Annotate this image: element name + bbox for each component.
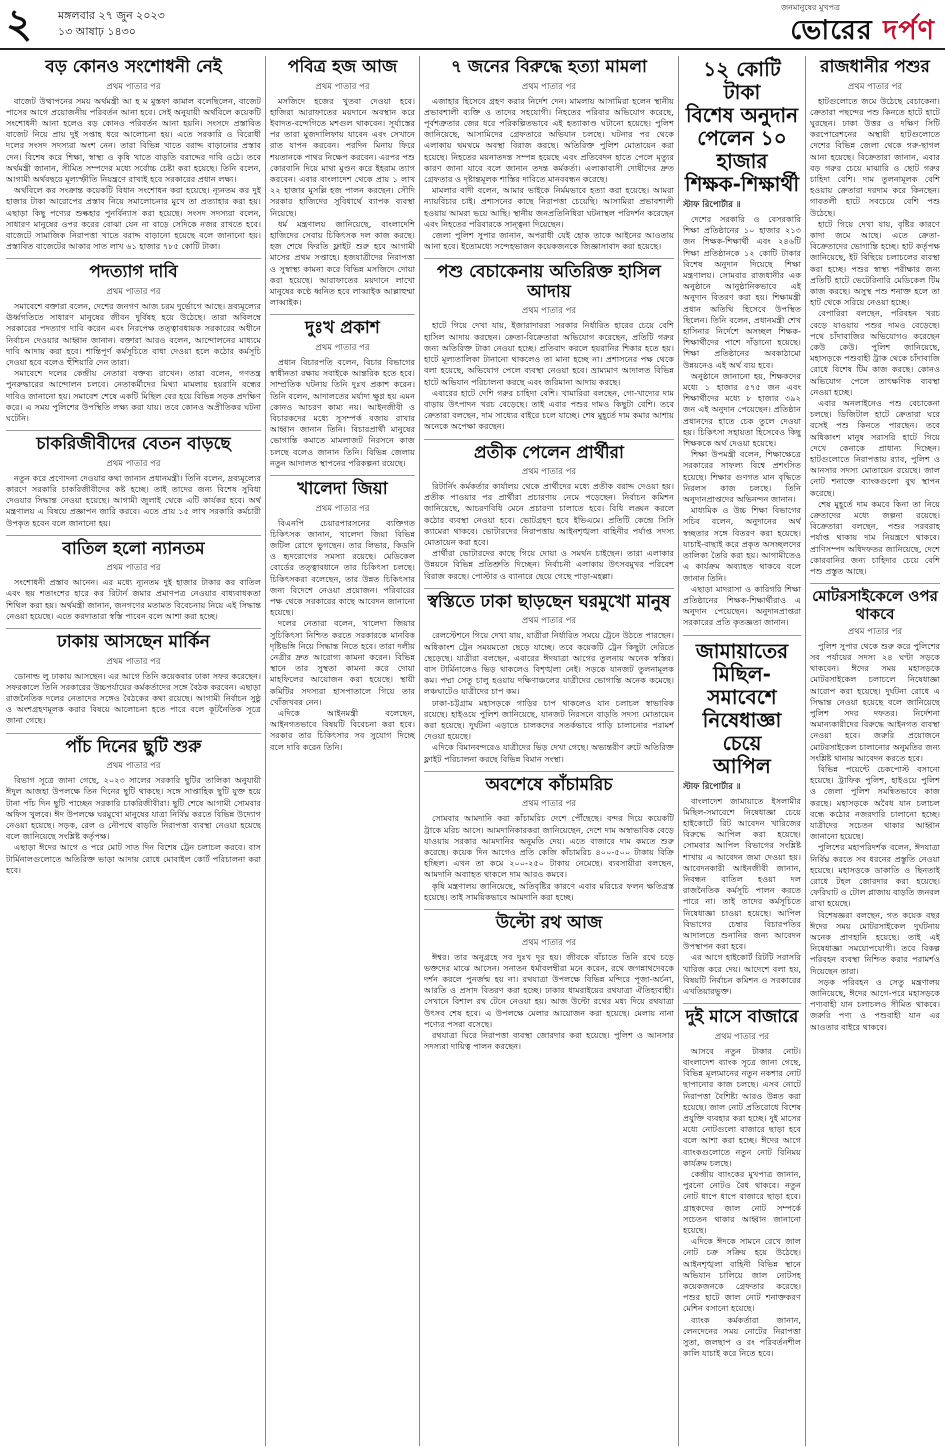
article-headline: খালেদা জিয়া [297,478,388,499]
article-no-major-amendment [6,58,261,252]
article-headline: ৭ জনের বিরুদ্ধে হত্যা মামলা [451,57,647,77]
issue-date [58,8,165,40]
article-headline: পাঁচ দিনের ছুটি শুরু [65,736,202,757]
article-body [683,214,801,629]
article-regret [270,319,415,469]
column-divider [805,56,806,1446]
paragraph: কেন্দ্রীয় ব্যাংকের মুখপাত্র জানান, পুরনো নোটও বৈধ থাকবে। নতুন নোট ধাপে ধাপে বাজারে ছাড়া হবে। গ্রাহকদের জাল নোট সম্পর্কে সচেতন থাকার আহ্বান জানানো হয়েছে। [683,1168,801,1235]
article-body [683,796,801,998]
paragraph: ঢাকা-চট্টগ্রাম মহাসড়কে গাড়ির চাপ থাকলেও যান চলাচল স্বাভাবিক রয়েছে। হাইওয়ে পুলিশ জানিয়েছে, যানজট নিরসনে বাড়তি সদস্য মোতায়েন করা হয়েছে। দুর্ঘটনা এড়াতে চালকদের সতর্কভাবে গাড়ি চালানোর পরামর্শ দেওয়া হয়েছে। [424,697,674,742]
article-body [270,518,415,753]
logo-part-1: ভোরের [790,15,884,46]
article-continuation: প্রথম পাতার পর [847,81,903,92]
article-five-day-holiday [6,738,261,876]
headline-line: মিছিল-সমাবেশে [707,661,777,709]
article-continuation: প্রথম পাতার পর [106,458,161,469]
divider [424,771,674,772]
paragraph: রথযাত্রা ঘিরে নিরাপত্তা ব্যবস্থা জোরদার করা হয়েছে। পুলিশ ও আনসার সদস্যরা দায়িত্ব পালন করছেন। [424,1030,674,1052]
article-headline: স্বস্তিতে ঢাকা ছাড়ছেন ঘরমুখো মানুষ [427,591,671,612]
paragraph: হাটগুলোতে জমে উঠেছে বেচাকেনা। ক্রেতারা পছন্দের পশু কিনতে হাটে হাটে ঘুরছেন। ঢাকা উত্তর ও দক্ষিণ সিটি করপোরেশনের অস্থায়ী হাটগুলোতে দেশের বিভিন্ন জেলা থেকে গরু-ছাগল আনা হয়েছে। বিক্রেতারা জানান, এবার বড় গরুর চেয়ে মাঝারি ও ছোট গরুর চাহিদা বেশি। দাম তুলনামূলক বেশি হওয়ায় ক্রেতারা দরদাম করে কিনছেন। গাবতলী হাটে সবচেয়ে বেশি পশু উঠেছে। [810,95,940,218]
paragraph: পুলিশের মহাপরিদর্শক বলেন, ঈদযাত্রা নির্বিঘ্ন করতে সব ধরনের প্রস্তুতি নেওয়া হয়েছে। মহাসড়কে ডাকাতি ও ছিনতাই রোধে টহল জোরদার করা হয়েছে। ফেরিঘাট ও টোল প্লাজায় বাড়তি জনবল রাখা হয়েছে। [810,842,940,909]
divider [6,535,261,536]
divider [810,583,940,584]
headline-line: পেলেন ১০ হাজার [697,126,787,173]
column-divider [265,56,266,1446]
newspaper-logo [781,15,935,47]
masthead [781,2,935,47]
divider [6,430,261,431]
date-bangla: ১৩ আষাঢ় ১৪৩০ [58,25,136,38]
paragraph: বিভাগ সূত্রে জানা গেছে, ২০২৩ সালের সরকারি ছুটির তালিকা অনুযায়ী ঈদুল আজহা উপলক্ষে তিন দিনের ছুটি থাকছে। সঙ্গে সাপ্তাহিক ছুটি যুক্ত হয়ে টানা পাঁচ দিন ছুটি পাচ্ছেন সরকারি চাকরিজীবীরা। ছুটি শেষে আগামী সোমবার অফিস খুলবে। ঈদ উপলক্ষে ঘরমুখো মানুষের যাত্রা নির্বিঘ্ন করতে বিভিন্ন উদ্যোগ নেওয়া হয়েছে। সড়ক, রেল ও নৌপথে বাড়তি নিরাপত্তা ব্যবস্থা নেওয়া হয়েছে বলে জানিয়েছে সংশ্লিষ্ট কর্তৃপক্ষ। [6,775,261,842]
paragraph: মাধ্যমিক ও উচ্চ শিক্ষা বিভাগের সচিব বলেন, অনুদানের অর্থ স্বচ্ছতার সঙ্গে বিতরণ করা হয়েছে। যাচাই-বাছাই করে প্রকৃত অসচ্ছলদের তালিকা তৈরি করা হয়। আগামীতেও এ কার্যক্রম অব্যাহত থাকবে বলে জানান তিনি। [683,505,801,583]
paragraph: এর আগে হাইকোর্ট রিটটি সরাসরি খারিজ করে দেয়। আদেশে বলা হয়, বিষয়টি নির্বাচন কমিশন ও সরকারের এখতিয়ারভুক্ত। [683,952,801,996]
divider [683,1003,801,1004]
column-divider [419,56,420,1446]
paragraph: অনুষ্ঠানে জানানো হয়, শিক্ষকদের মধ্যে ১ হাজার ৫৭৫ জন এবং শিক্ষার্থীদের মধ্যে ৮ হাজার ৩৯২ জন এই অনুদান পেয়েছেন। প্রতিষ্ঠান প্রধানদের হাতে চেক তুলে দেওয়া হয়। চিকিৎসা সহায়তা হিসেবেও কিছু শিক্ষককে অর্থ দেওয়া হয়েছে। [683,370,801,449]
article-candidates-symbol [424,444,674,582]
paragraph: অর্থবিলে কর সংক্রান্ত কয়েকটি বিধান সংশোধন করা হয়েছে। ন্যূনতম কর দুই হাজার টাকা আরোপের প্রস্তাব নিয়ে সমালোচনার মুখে তা প্রত্যাহার করা হয়। এছাড়া কিছু পণ্যের শুল্কহার পুনর্বিন্যাস করা হয়েছে। সংসদ সদস্যরা বলেন, সাধারণ মানুষের ওপর করের বোঝা যেন না বাড়ে সেদিকে নজর রাখতে হবে। বাজেটে সামাজিক নিরাপত্তা খাতে বরাদ্দ বাড়ানো হয়েছে বলে জানানো হয়। প্রস্তাবিত বাজেটের আকার সাত লাখ ৬১ হাজার ৭৮৫ কোটি টাকা। [6,185,261,252]
article-headline: দুঃখ প্রকাশ [305,318,380,339]
paragraph: এদিকে ঈদকে সামনে রেখে জাল নোট চক্র সক্রিয় হয়ে উঠেছে। আইনশৃঙ্খলা বাহিনী বিভিন্ন স্থানে অভিযান চালিয়ে জাল নোটসহ কয়েকজনকে গ্রেফতার করেছে। পশুর হাটে জাল নোট শনাক্তকরণ মেশিন বসানো হয়েছে। [683,1236,801,1314]
article-khaleda-zia [270,480,415,753]
article-headline: পশু বেচাকেনায় অতিরিক্ত হাসিল আদায় [437,262,661,302]
article-body [6,473,261,529]
paragraph: বিশেষজ্ঞরা বলছেন, গত কয়েক বছর ঈদের সময় মোটরসাইকেল দুর্ঘটনায় অনেক প্রাণহানি হয়েছে। তাই এই নিষেধাজ্ঞা সময়োপযোগী। তবে বিকল্প পরিবহন ব্যবস্থা নিশ্চিত করার পরামর্শও দিয়েছেন তারা। [810,909,940,976]
article-body [424,630,674,764]
article-continuation: প্রথম পাতার পর [521,81,577,92]
page-number: ২ [6,0,33,47]
article-byline: স্টাফ রিপোর্টার ॥ [683,781,741,792]
article-continuation: প্রথম পাতার পর [106,81,161,92]
article-two-months-market [683,1008,801,1359]
article-leaving-dhaka [424,593,674,765]
paragraph: জেলা পুলিশ সুপার জানান, অপরাধী যেই হোক তাকে আইনের আওতায় আনা হবে। ইতোমধ্যে সন্দেহভাজন কয়েকজনকে জিজ্ঞাসাবাদ করা হয়েছে। [424,229,674,252]
article-us-visit [6,633,261,727]
paragraph: সমাবেশে দলের কেন্দ্রীয় নেতারা বক্তব্য রাখেন। তারা বলেন, গণতন্ত্র পুনরুদ্ধারের আন্দোলন চলবে। নেতাকর্মীদের মিথ্যা মামলায় হয়রানি বন্ধের দাবিও জানানো হয়। সমাবেশ শেষে একটি মিছিল বের হয়ে বিভিন্ন সড়ক প্রদক্ষিণ করে। এ সময় পুলিশের উপস্থিতি লক্ষ্য করা যায়। তবে কোনও অপ্রীতিকর ঘটনা ঘটেনি। [6,368,261,423]
article-continuation: প্রথম পাতার পর [106,286,161,297]
divider [270,314,415,315]
article-body [6,671,261,727]
article-body [270,96,415,309]
article-body [6,775,261,876]
article-body [810,96,940,578]
divider [424,909,674,910]
divider [6,258,261,259]
article-salary-increase [6,435,261,529]
article-headline [683,640,801,778]
paragraph: বিএনপি চেয়ারপারসনের ব্যক্তিগত চিকিৎসক জানান, খালেদা জিয়া বিভিন্ন জটিল রোগে ভুগছেন। তার লিভার, কিডনি ও হৃদরোগের সমস্যা রয়েছে। মেডিকেল বোর্ডের তত্ত্বাবধানে তার চিকিৎসা চলছে। চিকিৎসকরা বলেছেন, তার উন্নত চিকিৎসার জন্য বিদেশে নেওয়া প্রয়োজন। পরিবারের পক্ষ থেকে সরকারের কাছে আবেদন জানানো হয়েছে। [270,517,415,618]
article-green-chili [424,776,674,903]
paragraph: বাজেট উত্থাপনের সময় অর্থমন্ত্রী আ হ ম মুস্তফা কামাল বলেছিলেন, বাজেট পাসের আগে প্রয়োজনীয় পরিবর্তন আনা হবে। সেই অনুযায়ী অর্থবিলে কয়েকটি সংশোধনী আনা হলেও বড় কোনও পরিবর্তন আনা হয়নি। সংসদে প্রস্তাবিত বাজেট নিয়ে প্রায় দুই সপ্তাহ ধরে আলোচনা হয়। এতে সরকারি ও বিরোধী দলের সংসদ সদস্যরা অংশ নেন। তারা বিভিন্ন খাতে বরাদ্দ বাড়ানোর প্রস্তাব দেন। বিশেষ করে শিক্ষা, স্বাস্থ্য ও কৃষি খাতে বাড়তি বরাদ্দের দাবি ওঠে। তবে অর্থমন্ত্রী জানান, সীমিত সম্পদের মধ্যে সর্বোচ্চ চেষ্টা করা হয়েছে। তিনি বলেন, আগামী অর্থবছরে মূল্যস্ফীতি নিয়ন্ত্রণে রাখাই হবে সরকারের প্রধান লক্ষ্য। [6,95,261,184]
headline-line: জামায়াতের [695,638,789,663]
article-headline: পবিত্র হজ আজ [287,57,398,77]
divider [270,475,415,476]
article-motorcycle-ban [810,588,940,1033]
article-continuation: প্রথম পাতার পর [106,563,161,574]
paragraph: সোমবার আমদানি করা কাঁচামরিচ দেশে পৌঁছেছে। বন্দর দিয়ে কয়েকটি ট্রাকে মরিচ আসে। আমদানিকারকরা জানিয়েছেন, দেশে দাম অস্বাভাবিক বেড়ে যাওয়ায় সরকার আমদানির অনুমতি দেয়। এতে বাজারে দাম কমতে শুরু করেছে। কয়েক দিন আগেও প্রতি কেজি কাঁচামরিচ ৪০০-৫০০ টাকায় বিক্রি হচ্ছিল। এখন তা কমে ২০০-২৫০ টাকায় নেমেছে। ব্যবসায়ীরা বলছেন, আমদানি অব্যাহত থাকলে দাম আরও কমবে। [424,813,674,880]
paragraph: মামলার বাদী বলেন, আমার ভাইকে নির্মমভাবে হত্যা করা হয়েছে। আমরা ন্যায়বিচার চাই। প্রশাসনের কাছে নিরাপত্তা চেয়েছি। আসামিরা প্রভাবশালী হওয়ায় আমরা ভয়ে আছি। স্থানীয় জনপ্রতিনিধিরা ঘটনাস্থল পরিদর্শন করেছেন এবং নিহতের পরিবারকে সান্ত্বনা দিয়েছেন। [424,185,674,229]
divider [424,439,674,440]
paragraph: ঈশ্বর। তার অনুগ্রহে সব দুঃখ দূর হয়। জীবকে বাঁচাতে তিনি রথে চড়ে ভক্তদের মাঝে আসেন। সনাতন ধর্মাবলম্বীরা মনে করেন, রথে জগন্নাথদেবকে দর্শন করলে পুনর্জন্ম হয় না। রথযাত্রা উপলক্ষে বিভিন্ন মন্দিরে পূজা-অর্চনা, আরতি ও প্রসাদ বিতরণ করা হচ্ছে। ঢাকার ধামরাইয়ের রথযাত্রা ঐতিহ্যবাহী। সেখানে বিশাল রথ টেনে নেওয়া হয়। আজ উল্টো রথের মধ্য দিয়ে রথযাত্রা উৎসব শেষ হবে। এ উপলক্ষে মেলার আয়োজন করা হয়েছে। মেলায় নানা পণ্যের পসরা বসেছে। [424,951,674,1029]
article-byline: স্টাফ রিপোর্টার ॥ [683,200,741,210]
article-body [810,641,940,1033]
article-headline: পদত্যাগ দাবি [89,262,178,283]
article-special-grant [683,58,801,629]
logo-part-2: দর্পণ [883,15,935,46]
article-body [6,301,261,424]
article-headline: ঢাকায় আসছেন মার্কিন [57,632,210,653]
column-divider [678,56,679,1446]
paragraph: মসজিদে হজের খুতবা দেওয়া হবে। হাজিরা আরাফাতের ময়দানে অবস্থান করে ইবাদত-বন্দেগিতে মশগুল থাকবেন। সূর্যাস্তের পর তারা মুজদালিফায় যাবেন এবং সেখানে রাত যাপন করবেন। পরদিন মিনায় ফিরে শয়তানকে পাথর নিক্ষেপ করবেন। এরপর পশু কোরবানি দিয়ে মাথা মুণ্ডন করে ইহরাম ত্যাগ করবেন। এবার বাংলাদেশ থেকে প্রায় ১ লাখ ২২ হাজার মুসল্লি হজ পালন করছেন। সৌদি সরকার হাজিদের সুবিধার্থে ব্যাপক ব্যবস্থা নিয়েছে। [270,95,415,218]
paragraph: ডোনাল্ড লু ঢাকায় আসছেন। এর আগে তিনি কয়েকবার ঢাকা সফর করেছেন। সফরকালে তিনি সরকারের উচ্চপর্যায়ের কর্মকর্তাদের সঙ্গে বৈঠক করবেন। এছাড়া রাজনৈতিক দলের নেতাদের সঙ্গেও বৈঠকের কথা রয়েছে। আগামী নির্বাচন সুষ্ঠু ও অংশগ্রহণমূলক করার বিষয়ে আলোচনা হতে পারে বলে কূটনৈতিক সূত্রে জানা গেছে। [6,670,261,726]
header-rule [0,48,945,50]
divider [6,628,261,629]
article-hajj-today [270,58,415,308]
paragraph: এদিকে বিমানবন্দরেও যাত্রীদের ভিড় দেখা গেছে। অভ্যন্তরীণ রুটে অতিরিক্ত ফ্লাইট পরিচালনা করছে বিভিন্ন বিমান সংস্থা। [424,742,674,764]
headline-line: শিক্ষক-শিক্ষার্থী [684,172,800,196]
paragraph: প্রার্থীরা ভোটারদের কাছে গিয়ে দোয়া ও সমর্থন চাইছেন। তারা এলাকার উন্নয়নে বিভিন্ন প্রতিশ্রুতি দিচ্ছেন। নির্বাচনী এলাকায় উৎসবমুখর পরিবেশ বিরাজ করছে। পোস্টার ও ব্যানারে ছেয়ে গেছে পাড়া-মহল্লা। [424,548,674,581]
paragraph: শেষ মুহূর্তে দাম কমবে কিনা তা নিয়ে ক্রেতাদের মধ্যে জল্পনা রয়েছে। বিক্রেতারা বলছেন, পশুর সরবরাহ পর্যাপ্ত থাকায় দাম নিয়ন্ত্রণে থাকবে। প্রাণিসম্পদ অধিদফতর জানিয়েছে, দেশে কোরবানির জন্য চাহিদার চেয়ে বেশি পশু প্রস্তুত আছে। [810,498,940,577]
paragraph: প্রধান বিচারপতি বলেন, বিচার বিভাগের স্বাধীনতা রক্ষায় সবাইকে আন্তরিক হতে হবে। সাম্প্রতিক ঘটনায় তিনি দুঃখ প্রকাশ করেন। তিনি বলেন, আদালতের মর্যাদা ক্ষুণ্ণ হয় এমন কোনও আচরণ কাম্য নয়। আইনজীবী ও বিচারকদের মধ্যে সুসম্পর্ক বজায় রাখার আহ্বান জানান তিনি। বিচারপ্রার্থী মানুষের ভোগান্তি কমাতে মামলাজট নিরসনে কাজ চলছে বলেও জানান তিনি। বিভিন্ন জেলায় নতুন আদালত স্থাপনের পরিকল্পনা রয়েছে। [270,356,415,468]
article-resignation-demand [6,263,261,424]
divider [424,588,674,589]
article-body [6,96,261,253]
paragraph: হাটে গিয়ে দেখা যায়, ইজারাদাররা সরকার নির্ধারিত হারের চেয়ে বেশি হাসিল আদায় করছেন। ক্রেতা-বিক্রেতারা অভিযোগ করেছেন, প্রতিটি গরুর জন্য অতিরিক্ত টাকা নেওয়া হচ্ছে। প্রতিবাদ করলে হয়রানির শিকার হতে হয়। হাটে মূল্যতালিকা টানানো থাকলেও তা মানা হচ্ছে না। প্রশাসনের পক্ষ থেকে বলা হয়েছে, অভিযোগ পেলে ব্যবস্থা নেওয়া হবে। ভ্রাম্যমাণ আদালত বিভিন্ন হাটে অভিযান পরিচালনা করছে এবং জরিমানা আদায় করছে। [424,320,674,387]
article-headline: বাতিল হলো ন্যানতম [62,538,205,559]
divider [424,258,674,259]
article-continuation: প্রথম পাতার পর [315,81,370,92]
divider [6,733,261,734]
article-continuation: প্রথম পাতার পর [847,626,903,637]
article-continuation: প্রথম পাতার পর [106,656,161,667]
paragraph: এবার অনলাইনেও পশু বেচাকেনা চলছে। ডিজিটাল হাটে ক্রেতারা ঘরে বসেই পশু কিনতে পারছেন। তবে অধিকাংশ মানুষ সরাসরি হাটে গিয়ে দেখে কেনাকে প্রাধান্য দিচ্ছেন। হাটগুলোতে নিরাপত্তায় র‌্যাব, পুলিশ ও আনসার সদস্য মোতায়েন রয়েছে। জাল নোট শনাক্তে ব্যাংকগুলো বুথ স্থাপন করেছে। [810,398,940,498]
article-continuation: প্রথম পাতার পর [521,937,577,948]
article-body [6,577,261,622]
paragraph: বাংলাদেশ জামায়াতে ইসলামীর মিছিল-সমাবেশে নিষেধাজ্ঞা চেয়ে হাইকোর্টে রিট আবেদন খারিজের বিরুদ্ধে আপিল করা হয়েছে। সোমবার আপিল বিভাগের সংশ্লিষ্ট শাখায় এ আবেদন জমা দেওয়া হয়। আবেদনকারী আইনজীবী জানান, নিবন্ধন বাতিল হওয়া দল রাজনৈতিক কর্মসূচি পালন করতে পারে না। তাই তাদের কর্মসূচিতে নিষেধাজ্ঞা চাওয়া হয়েছে। আপিল বিভাগের চেম্বার বিচারপতির আদালতে শুনানির জন্য আবেদন উপস্থাপন করা হবে। [683,795,801,952]
divider [683,635,801,636]
article-continuation: প্রথম পাতার পর [315,503,370,514]
article-continuation: প্রথম পাতার পর [315,342,370,353]
paragraph: বেপারিরা বলছেন, পরিবহন খরচ বেড়ে যাওয়ায় পশুর দামও বেড়েছে। পথে চাঁদাবাজির অভিযোগও করেছেন কেউ কেউ। পুলিশ জানিয়েছে, মহাসড়কে পশুবাহী ট্রাক থেকে চাঁদাবাজি রোধে বিশেষ টিম কাজ করছে। কোনও অভিযোগ পেলে তাৎক্ষণিক ব্যবস্থা নেওয়া হচ্ছে। [810,308,940,397]
article-continuation: প্রথম পাতার পর [106,761,161,772]
column-2 [270,56,415,1446]
paragraph: আসবে নতুন টাকার নোট। বাংলাদেশ ব্যাংক সূত্রে জানা গেছে, বিভিন্ন মূল্যমানের নতুন নকশার নোট ছাপানোর কাজ চলছে। এসব নোটে নিরাপত্তা বৈশিষ্ট্য আরও উন্নত করা হয়েছে। জাল নোট প্রতিরোধে বিশেষ প্রযুক্তি ব্যবহার করা হচ্ছে। দুই মাসের মধ্যে নোটগুলো বাজারে ছাড়া হবে বলে আশা করা হচ্ছে। ঈদের আগে ব্যাংকগুলোতে নতুন নোট বিনিময় কার্যক্রম চলছে। [683,1045,801,1168]
article-body [683,1046,801,1360]
column-3 [424,56,674,1446]
article-capital-cattle-market [810,58,940,577]
paragraph: কৃষি মন্ত্রণালয় জানিয়েছে, অতিবৃষ্টির কারণে এবার মরিচের ফলন ক্ষতিগ্রস্ত হয়েছে। তাই সাময়িকভাবে আমদানি করা হচ্ছে। [424,880,674,902]
article-body [270,357,415,469]
paragraph: পুলিশ সুপার থেকে শুরু করে পুলিশের সব পর্যায়ের সদস্য ২৪ ঘণ্টা সড়কে থাকবেন। ঈদের সময় মহাসড়কে মোটরসাইকেল চলাচলে নিষেধাজ্ঞা আরোপ করা হয়েছে। দুর্ঘটনা রোধে এ সিদ্ধান্ত নেওয়া হয়েছে বলে জানিয়েছে পুলিশ সদর দফতর। নির্দেশনা অমান্যকারীদের বিরুদ্ধে আইনগত ব্যবস্থা নেওয়া হবে। জরুরি প্রয়োজনে মোটরসাইকেল চালানোর অনুমতির জন্য সংশ্লিষ্ট থানায় আবেদন করতে হবে। [810,640,940,763]
masthead-tagline: জনমানুষের মুখপত্র [780,3,840,12]
paragraph: সংশোধনী প্রস্তাব আনেন। এর মধ্যে ন্যূনতম দুই হাজার টাকার কর বাতিল এবং ছয় শতাংশের হারে কর রিটার্ন জমার প্রমাণপত্র নেওয়ার বাধ্যবাধকতা শিথিল করা হয়। অর্থমন্ত্রী জানান, জনগণের মতামত বিবেচনায় নিয়ে এই সিদ্ধান্ত নেওয়া হয়েছে। এতে করদাতারা স্বস্তি পাবেন বলে আশা করা হচ্ছে। [6,577,261,621]
article-headline: প্রতীক পেলেন প্রার্থীরা [474,442,624,463]
paragraph: শিক্ষা উপমন্ত্রী বলেন, শিক্ষাক্ষেত্রে সরকারের সাফল্য বিশ্বে প্রশংসিত হয়েছে। শিক্ষার গুণগত মান বৃদ্ধিতে নিরলস কাজ চলছে। তিনি অনুদানপ্রাপ্তদের অভিনন্দন জানান। [683,449,801,505]
article-body [424,952,674,1053]
paragraph: এদিকে আইনমন্ত্রী বলেছেন, আইনগতভাবে বিষয়টি বিবেচনা করা হবে। সরকার তার চিকিৎসার সব সুযোগ দিচ্ছে বলে দাবি করেন তিনি। [270,707,415,752]
paragraph: সড়ক পরিবহন ও সেতু মন্ত্রণালয় জানিয়েছে, ঈদের আগে-পরে মহাসড়কে পণ্যবাহী যান চলাচলও সীমিত থাকবে। জরুরি পণ্য ও পশুবাহী যান এর আওতার বাইরে থাকবে। [810,976,940,1032]
paragraph: রেলস্টেশনে গিয়ে দেখা যায়, যাত্রীরা নির্ধারিত সময়ে ট্রেনে উঠতে পারছেন। অধিকাংশ ট্রেন সময়মতো ছেড়ে যাচ্ছে। তবে কয়েকটি ট্রেন কিছুটা দেরিতে ছেড়েছে। যাত্রীরা বলছেন, এবারের ঈদযাত্রা আগের তুলনায় অনেক স্বস্তির। বাস টার্মিনালেও ভিড় থাকলেও বিশৃঙ্খলা নেই। সড়কে যানজট তুলনামূলক কম। পদ্মা সেতু চালু হওয়ায় দক্ষিণাঞ্চলের যাত্রীদের ভোগান্তি অনেক কমেছে। লঞ্চঘাটেও যাত্রীদের চাপ কম। [424,630,674,697]
article-continuation: প্রথম পাতার পর [521,799,577,810]
headline-line: আপিল [713,753,771,778]
headline-line: ১২ কোটি টাকা [703,57,781,104]
paragraph: দলের নেতারা বলেন, খালেদা জিয়ার সুচিকিৎসা নিশ্চিত করতে সরকারকে মানবিক দৃষ্টিভঙ্গি নিয়ে সিদ্ধান্ত নিতে হবে। তারা দলীয় নেত্রীর দ্রুত আরোগ্য কামনা করেন। বিভিন্ন স্থানে তার সুস্থতা কামনা করে দোয়া মাহফিলের আয়োজন করা হয়েছে। স্থায়ী কমিটির সদস্যরা হাসপাতালে গিয়ে তার খোঁজখবর নেন। [270,618,415,707]
paragraph: বিভিন্ন পয়েন্টে চেকপোস্ট বসানো হয়েছে। ট্রাফিক পুলিশ, হাইওয়ে পুলিশ ও জেলা পুলিশ সমন্বিতভাবে কাজ করছে। মহাসড়কে অবৈধ যান চলাচল বন্ধে কঠোর নজরদারি চালানো হচ্ছে। যাত্রীদের সচেতন থাকার আহ্বান জানানো হয়েছে। [810,764,940,842]
article-headline: চাকরিজীবীদের বেতন বাড়ছে [36,434,231,455]
paragraph: রিটার্নিং কর্মকর্তার কার্যালয় থেকে প্রার্থীদের মধ্যে প্রতীক বরাদ্দ দেওয়া হয়। প্রতীক পাওয়ার পর প্রার্থীরা প্রচারণায় নেমে পড়েছেন। নির্বাচন কমিশন জানিয়েছে, আচরণবিধি মেনে প্রচারণা চালাতে হবে। বিধি লঙ্ঘন করলে কঠোর ব্যবস্থা নেওয়া হবে। ভোটগ্রহণ হবে ইভিএমে। প্রতিটি কেন্দ্রে সিসি ক্যামেরা থাকবে। ভোটারদের নিরাপত্তায় আইনশৃঙ্খলা বাহিনীর পর্যাপ্ত সদস্য মোতায়েন করা হবে। [424,481,674,548]
article-headline: উল্টো রথ আজ [495,913,603,934]
article-continuation: প্রথম পাতার পর [521,616,577,627]
article-headline: বড় কোনও সংশোধনী নেই [45,57,222,77]
article-body [424,813,674,903]
article-jamaat-appeal [683,640,801,998]
column-1 [6,56,261,1446]
paragraph: সমাবেশে বক্তারা বলেন, দেশের জনগণ আজ চরম দুর্ভোগে আছে। দ্রব্যমূল্যের ঊর্ধ্বগতিতে সাধারণ মানুষের জীবন দুর্বিষহ হয়ে উঠেছে। তারা অবিলম্বে সরকারের পদত্যাগ দাবি করেন এবং নিরপেক্ষ তত্ত্বাবধায়ক সরকারের অধীনে নির্বাচন দেওয়ার আহ্বান জানান। বক্তারা আরও বলেন, আন্দোলনের মাধ্যমে দাবি আদায় করা হবে। শান্তিপূর্ণ কর্মসূচিতে বাধা দেওয়া হলে কঠোর কর্মসূচি দেওয়া হবে বলেও হুঁশিয়ারি দেন তারা। [6,300,261,367]
article-headline: দুই মাসে বাজারে [685,1007,799,1028]
article-murder-case [424,58,674,252]
article-body [424,320,674,432]
column-4 [683,56,801,1446]
paragraph: হাটে গিয়ে দেখা যায়, বৃষ্টির কারণে কাদা জমে আছে। এতে ক্রেতা-বিক্রেতাদের ভোগান্তি হচ্ছে। হাট কর্তৃপক্ষ জানিয়েছে, ইট বিছিয়ে চলাচলের ব্যবস্থা করা হচ্ছে। পশুর স্বাস্থ্য পরীক্ষার জন্য প্রতিটি হাটে ভেটেরিনারি মেডিকেল টিম কাজ করছে। অসুস্থ পশু শনাক্ত হলে তা হাট থেকে সরিয়ে নেওয়া হচ্ছে। [810,218,940,308]
article-continuation: প্রথম পাতার পর [521,306,577,317]
article-headline: অবশেষে কাঁচামরিচ [485,774,613,795]
paragraph: এজাহার হিসেবে গ্রহণ করার নির্দেশ দেন। মামলায় আসামিরা হলেন স্থানীয় প্রভাবশালী ব্যক্তি ও তাদের সহযোগী। নিহতের পরিবার অভিযোগ করেছে, পূর্বশত্রুতার জের ধরে পরিকল্পিতভাবে এই হত্যাকাণ্ড ঘটানো হয়েছে। পুলিশ জানিয়েছে, আসামিদের গ্রেফতারে অভিযান চলছে। ঘটনার পর থেকে এলাকায় থমথমে অবস্থা বিরাজ করছে। অতিরিক্ত পুলিশ মোতায়েন করা হয়েছে। নিহতের ময়নাতদন্ত সম্পন্ন হয়েছে এবং প্রতিবেদন হাতে পেলে মৃত্যুর কারণ জানা যাবে বলে জানান তদন্ত কর্মকর্তা। এলাকাবাসী দোষীদের দ্রুত গ্রেফতার ও দৃষ্টান্তমূলক শাস্তির দাবিতে মানববন্ধন করেছে। [424,95,674,184]
article-body [424,481,674,582]
headline-line: নিষেধাজ্ঞা চেয়ে [702,707,782,755]
paragraph: নতুন করে প্রণোদনা দেওয়ার কথা জানান প্রধানমন্ত্রী। তিনি বলেন, দ্রব্যমূল্যের কারণে সরকারি চাকরিজীবীদের কষ্ট হচ্ছে। তাই তাদের জন্য বিশেষ সুবিধা দেওয়ার সিদ্ধান্ত নেওয়া হয়েছে। আগামী জুলাই থেকে এটি কার্যকর হবে। অর্থ মন্ত্রণালয় এ বিষয়ে প্রজ্ঞাপন জারি করবে। এতে প্রায় ১৫ লাখ সরকারি কর্মচারী উপকৃত হবেন বলে জানানো হয়। [6,472,261,528]
article-ulto-rath [424,914,674,1052]
article-continuation: প্রথম পাতার পর [714,1031,770,1042]
date-gregorian: মঙ্গলবার ২৭ জুন ২০২৩ [58,9,165,22]
article-extra-toll [424,263,674,432]
paragraph: ধর্ম মন্ত্রণালয় জানিয়েছে, বাংলাদেশি হাজিদের সেবায় চিকিৎসক দল কাজ করছে। হজ শেষে ফিরতি ফ্লাইট শুরু হবে আগামী মাসের প্রথম সপ্তাহে। হজযাত্রীদের নিরাপত্তা ও সুস্বাস্থ্য কামনা করে বিভিন্ন মসজিদে দোয়া করা হয়েছে। আরাফাতের ময়দানে লাখো মানুষের কণ্ঠে ধ্বনিত হবে লাব্বাইক আল্লাহুম্মা লাব্বাইক। [270,218,415,308]
article-headline: রাজধানীর পশুর [820,57,930,77]
article-continuation: প্রথম পাতার পর [521,467,577,478]
article-headline [683,58,801,196]
paragraph: এছাড়া মাদরাসা ও কারিগরি শিক্ষা প্রতিষ্ঠানের শিক্ষক-শিক্ষার্থীরাও এ অনুদান পেয়েছেন। অনুদানপ্রাপ্তরা সরকারের প্রতি কৃতজ্ঞতা জানান। [683,583,801,628]
article-headline: মোটরসাইকেলে ওপর থাকবে [812,587,938,623]
paragraph: দেশের সরকারি ও বেসরকারি শিক্ষা প্রতিষ্ঠানের ১০ হাজার ২১৩ জন শিক্ষক-শিক্ষার্থী এবং ২৪৬টি শিক্ষা প্রতিষ্ঠানকে ১২ কোটি টাকার বিশেষ অনুদান দিয়েছে শিক্ষা মন্ত্রণালয়। সোমবার রাজধানীর এক অনুষ্ঠানে আনুষ্ঠানিকভাবে এই অনুদান বিতরণ করা হয়। শিক্ষামন্ত্রী প্রধান অতিথি হিসেবে উপস্থিত ছিলেন। তিনি বলেন, প্রধানমন্ত্রী শেখ হাসিনার নির্দেশে অসচ্ছল শিক্ষক-শিক্ষার্থীদের পাশে দাঁড়ানো হয়েছে। শিক্ষা প্রতিষ্ঠানের অবকাঠামো উন্নয়নেও এই অর্থ ব্যয় হবে। [683,214,801,370]
paragraph: ব্যাংক কর্মকর্তারা জানান, লেনদেনের সময় নোটের নিরাপত্তা সুতা, জলছাপ ও রং পরিবর্তনশীল কালি যাচাই করে নিতে হবে। [683,1314,801,1359]
column-5 [810,56,940,1446]
article-minimum-tax-cancelled [6,540,261,622]
headline-line: বিশেষ অনুদান [685,103,799,127]
page-header [0,0,945,50]
paragraph: এবারের হাটে দেশি গরুর চাহিদা বেশি। খামারিরা বলছেন, গো-খাদ্যের দাম বাড়ায় উৎপাদন খরচ বেড়েছে। তাই এবার পশুর দামও কিছুটা বেশি। তবে ক্রেতারা বলছেন, দাম সাধ্যের বাইরে চলে যাচ্ছে। শেষ মুহূর্তে দাম কমার আশায় অনেকে অপেক্ষা করছেন। [424,387,674,432]
article-body [424,96,674,253]
paragraph: এছাড়া ঈদের আগে ও পরে মোট সাত দিন বিশেষ ট্রেন চলাচল করবে। বাস টার্মিনালগুলোতে অতিরিক্ত ভাড়া আদায় রোধে মোবাইল কোর্ট পরিচালনা করা হবে। [6,842,261,875]
